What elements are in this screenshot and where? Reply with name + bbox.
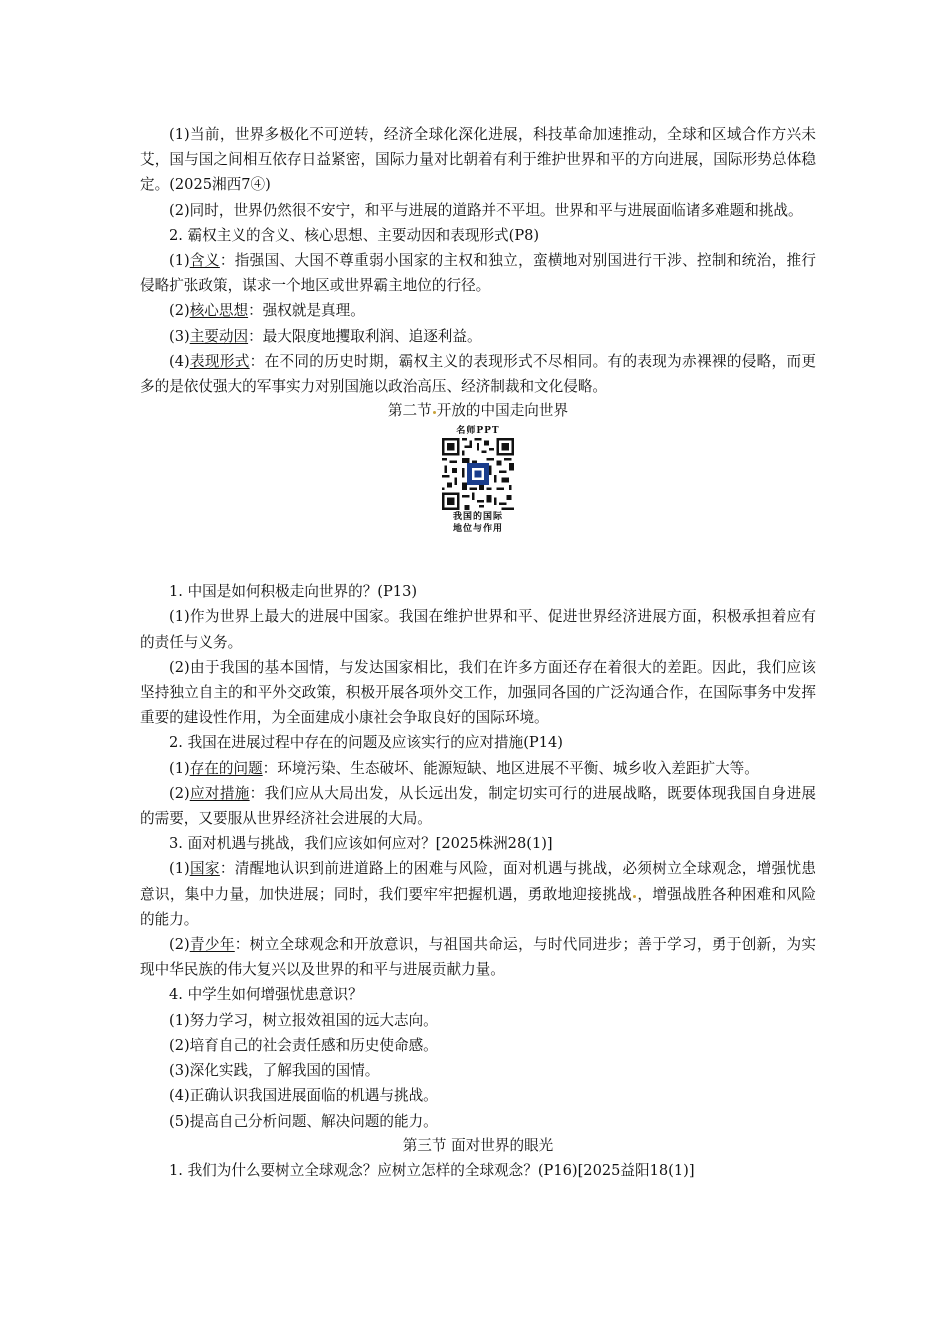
answer-china-2: (2)由于我国的基本国情，与发达国家相比，我们在许多方面还存在着很大的差距。因此，我们应该坚持独立自主的和平外交政策，积极开展各项外交工作，加强同各国的广泛沟通合作，在国际事务中发挥重要的建设性作用，为全面建成小康社会争取良好的国际环境。: [140, 658, 816, 727]
item-number: (1): [169, 759, 190, 777]
document-page: [140, 122, 816, 1183]
measures-item: [140, 781, 816, 831]
qr-caption-line-1: 我国的国际: [452, 512, 503, 523]
item-number: (2): [169, 784, 190, 802]
question-problems-measures: 2. 我国在进展过程中存在的问题及应该实行的应对措施(P14): [169, 734, 563, 752]
item-number: (2): [169, 302, 190, 320]
section-number: 第二节: [387, 402, 432, 420]
dot-mark: [633, 895, 636, 898]
hegemonism-core-idea: [140, 298, 816, 323]
list-item: (4)正确认识我国进展面临的机遇与挑战。: [169, 1087, 438, 1105]
motive-text: ：最大限度地攫取利润、追逐利益。: [248, 327, 482, 345]
hegemonism-forms: [140, 349, 816, 399]
answer-china-1: (1)作为世界上最大的进展中国家。我国在维护世界和平、促进世界经济进展方面，积极承担着应有的责任与义务。: [140, 608, 816, 651]
question-hegemonism: 2. 霸权主义的含义、核心思想、主要动因和表现形式(P8): [169, 226, 540, 244]
paragraph-world-situation-2: (2)同时，世界仍然很不安宁，和平与进展的道路并不平坦。世界和平与进展面临诸多难题和挑战。: [169, 201, 803, 219]
section-title-2: [140, 399, 816, 423]
keyword-problems: 存在的问题: [189, 759, 263, 777]
measures-text: ：我们应从大局出发，从长远出发，制定切实可行的进展战略，既要体现我国自身进展的需要，又要服从世界经济社会进展的大局。: [140, 784, 816, 828]
item-number: (1): [169, 252, 190, 270]
question-opportunities-challenges: 3. 面对机遇与挑战，我们应该如何应对？[2025株洲28(1)]: [169, 835, 553, 853]
keyword-forms: 表现形式: [189, 352, 250, 370]
definition-text: ：指强国、大国不尊重弱小国家的主权和独立，蛮横地对别国进行干涉、控制和统治，推行侵略扩张政策，谋求一个地区或世界霸主地位的行径。: [140, 252, 816, 295]
keyword-youth: 青少年: [189, 936, 235, 954]
problems-item: [140, 756, 816, 781]
core-idea-text: ：强权就是真理。: [248, 302, 365, 320]
qr-code-icon[interactable]: [442, 438, 514, 510]
keyword-country: 国家: [189, 860, 220, 878]
dot-mark: [433, 411, 436, 414]
list-item: (5)提高自己分析问题、解决问题的能力。: [169, 1112, 438, 1130]
item-number: (1): [169, 860, 190, 878]
forms-text: ：在不同的历史时期，霸权主义的表现形式不尽相同。有的表现为赤裸裸的侵略，而更多的是依仗强大的军事实力对别国施以政治高压、经济制裁和文化侵略。: [140, 352, 816, 396]
list-item: (2)培育自己的社会责任感和历史使命感。: [169, 1036, 438, 1054]
youth-item: [140, 932, 816, 982]
item-number: (4): [169, 352, 190, 370]
item-number: (2): [169, 936, 190, 954]
hegemonism-definition: [140, 248, 816, 298]
question-china-going-global: 1. 中国是如何积极走向世界的？(P13): [169, 583, 418, 601]
country-item: [140, 856, 816, 932]
qr-caption-top: 名师PPT: [456, 426, 500, 437]
problems-text: ：环境污染、生态破坏、能源短缺、地区进展不平衡、城乡收入差距扩大等。: [262, 759, 759, 777]
keyword-definition: 含义: [189, 252, 220, 270]
country-text-b: ，增强战胜各种困难和风险的能力。: [140, 885, 816, 928]
question-students-awareness: 4. 中学生如何增强忧患意识？: [169, 986, 363, 1004]
section-name: 开放的中国走向世界: [436, 402, 569, 420]
youth-text: ：树立全球观念和开放意识，与祖国共命运，与时代同进步；善于学习，勇于创新，为实现中华民族的伟大复兴以及世界的和平与进展贡献力量。: [140, 936, 816, 979]
keyword-motive: 主要动因: [189, 327, 249, 345]
section-title-3: 第三节 面对世界的眼光: [402, 1136, 554, 1154]
spacer: [140, 535, 816, 579]
qr-caption-line-2: 地位与作用: [452, 524, 503, 535]
hegemonism-motive: [140, 324, 816, 349]
keyword-measures: 应对措施: [189, 784, 250, 802]
qr-code-block[interactable]: [418, 425, 538, 535]
paragraph-world-situation-1: (1)当前，世界多极化不可逆转，经济全球化深化进展，科技革命加速推动，全球和区域合作方兴未艾，国与国之间相互依存日益紧密，国际力量对比朝着有利于维护世界和平的方向进展，国际形势总体稳定。(2025湘西7④): [140, 126, 816, 194]
keyword-core-idea: 核心思想: [189, 302, 249, 320]
country-text-a: ：清醒地认识到前进道路上的困难与风险，面对机遇与挑战，必须树立全球观念，增强忧患意识，集中力量，加快进展；同时，我们要牢牢把握机遇，勇敢地迎接挑战: [140, 860, 816, 903]
list-item: (3)深化实践，了解我国的国情。: [169, 1062, 380, 1080]
question-global-view: 1. 我们为什么要树立全球观念？应树立怎样的全球观念？(P16)[2025益阳18(1)]: [169, 1161, 695, 1179]
item-number: (3): [169, 327, 190, 345]
list-item: (1)努力学习，树立报效祖国的远大志向。: [169, 1011, 438, 1029]
